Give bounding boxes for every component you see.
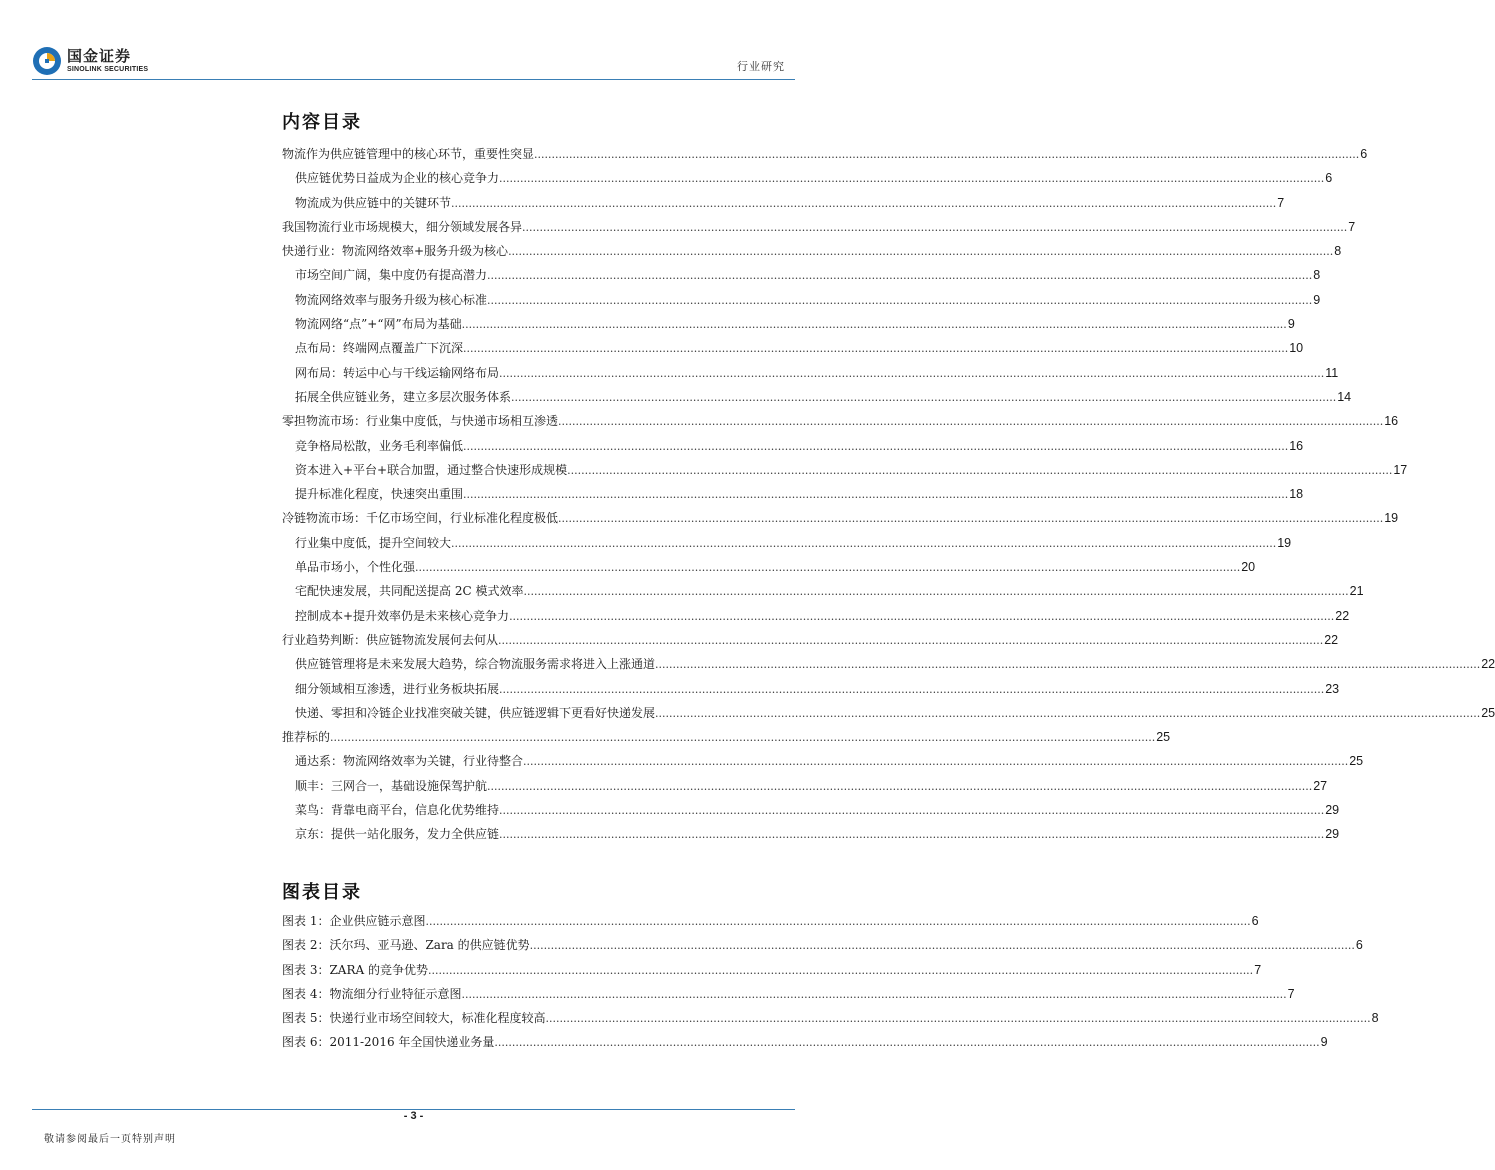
dot-leader — [509, 604, 1334, 628]
toc-entry-page: 8 — [1313, 268, 1321, 283]
toc-entry-title: 供应链管理将是未来发展大趋势，综合物流服务需求将进入上涨通道 — [295, 657, 656, 672]
dot-leader — [463, 336, 1288, 360]
toc-entry[interactable] — [282, 725, 1171, 749]
dot-leader — [415, 555, 1240, 579]
figure-entry-page: 8 — [1371, 1011, 1379, 1026]
figure-entry[interactable] — [282, 909, 1259, 933]
toc-entry-page: 27 — [1313, 778, 1328, 793]
toc-entry-page: 19 — [1277, 535, 1292, 550]
toc-entry-page: 16 — [1384, 414, 1399, 429]
dot-leader — [463, 434, 1288, 458]
dot-leader — [655, 701, 1480, 725]
page-number: - 3 - — [403, 1110, 424, 1122]
toc-entry-page: 8 — [1334, 244, 1342, 259]
toc-entry[interactable] — [282, 579, 1364, 603]
toc-entry-page: 25 — [1349, 754, 1364, 769]
toc-entry[interactable] — [282, 385, 1352, 409]
logo-icon — [32, 46, 62, 76]
toc-entry[interactable] — [282, 288, 1321, 312]
dot-leader — [655, 652, 1480, 676]
toc-entry-page: 20 — [1241, 560, 1256, 575]
dot-leader — [451, 531, 1276, 555]
toc-entry-title: 顺丰：三网合一，基础设施保驾护航 — [295, 778, 488, 793]
company-name-cn: 国金证券 — [67, 47, 132, 65]
toc-entry-page: 29 — [1325, 827, 1340, 842]
figure-entry-title: 图表 5：快递行业市场空间较大，标准化程度较高 — [282, 1011, 546, 1026]
toc-entry-title: 物流网络效率与服务升级为核心标准 — [295, 292, 488, 307]
toc-entry[interactable] — [282, 749, 1364, 773]
figure-entry[interactable] — [282, 982, 1295, 1006]
toc-entry-page: 22 — [1335, 608, 1350, 623]
toc-entry-title: 物流网络“点”+“网”布局为基础 — [295, 317, 462, 332]
toc-entry-title: 拓展全供应链业务，建立多层次服务体系 — [295, 389, 512, 404]
toc-entry-title: 通达系：物流网络效率为关键，行业待整合 — [295, 754, 524, 769]
dot-leader — [499, 361, 1324, 385]
report-category: 行业研究 — [737, 60, 785, 73]
dot-leader — [545, 1006, 1370, 1030]
dot-leader — [499, 166, 1324, 190]
header-divider — [32, 79, 795, 80]
dot-leader — [498, 628, 1323, 652]
toc-entry[interactable] — [282, 191, 1285, 215]
toc-entry[interactable] — [282, 677, 1340, 701]
dot-leader — [428, 958, 1253, 982]
figure-entry-page: 6 — [1251, 914, 1259, 928]
dot-leader — [451, 191, 1276, 215]
figure-entry[interactable] — [282, 1006, 1379, 1030]
dot-leader — [499, 677, 1324, 701]
toc-entry-title: 快递、零担和冷链企业找准突破关键，供应链逻辑下更看好快递发展 — [295, 705, 656, 720]
toc-entry[interactable] — [282, 336, 1304, 360]
toc-entry[interactable] — [282, 166, 1333, 190]
toc-entry-title: 供应链优势日益成为企业的核心竞争力 — [295, 171, 500, 186]
toc-entry[interactable] — [282, 531, 1292, 555]
dot-leader — [530, 933, 1355, 957]
figure-entry-page: 9 — [1320, 1035, 1328, 1050]
toc-entry[interactable] — [282, 142, 1368, 166]
dot-leader — [499, 798, 1324, 822]
dot-leader — [425, 909, 1250, 933]
toc-entry-page: 9 — [1287, 317, 1295, 332]
figure-list-title: 图表目录 — [282, 882, 362, 903]
toc-entry-title: 细分领域相互渗透，进行业务板块拓展 — [295, 681, 500, 696]
disclaimer: 敬请参阅最后一页特别声明 — [44, 1134, 176, 1145]
toc-entry-page: 7 — [1348, 219, 1356, 234]
toc-entry-title: 物流成为供应链中的关键环节 — [295, 195, 452, 210]
toc-list — [282, 142, 1495, 847]
toc-entry[interactable] — [282, 822, 1340, 846]
toc-entry-title: 宅配快速发展，共同配送提高 2C 模式效率 — [295, 584, 524, 599]
figure-entry[interactable] — [282, 958, 1262, 982]
figure-entry-title: 图表 2：沃尔玛、亚马逊、Zara 的供应链优势 — [282, 938, 530, 953]
dot-leader — [487, 774, 1312, 798]
toc-entry[interactable] — [282, 312, 1295, 336]
dot-leader — [534, 142, 1359, 166]
toc-entry-title: 推荐标的 — [282, 730, 331, 745]
dot-leader — [487, 263, 1312, 287]
dot-leader — [567, 458, 1392, 482]
dot-leader — [462, 312, 1287, 336]
toc-entry-page: 18 — [1289, 487, 1304, 502]
toc-entry-page: 23 — [1325, 681, 1340, 696]
dot-leader — [463, 482, 1288, 506]
dot-leader — [499, 822, 1324, 846]
toc-entry-title: 市场空间广阔，集中度仍有提高潜力 — [295, 268, 488, 283]
figure-entry-page: 7 — [1287, 986, 1295, 1001]
figure-entry-title: 图表 4：物流细分行业特征示意图 — [282, 986, 462, 1001]
toc-entry-title: 提升标准化程度，快速突出重围 — [295, 487, 464, 502]
toc-entry-page: 29 — [1325, 803, 1340, 818]
toc-entry[interactable] — [282, 434, 1304, 458]
toc-entry[interactable] — [282, 458, 1408, 482]
toc-title: 内容目录 — [282, 112, 362, 133]
figure-entry-title: 图表 1：企业供应链示意图 — [282, 914, 426, 928]
toc-entry-title: 网布局：转运中心与干线运输网络布局 — [295, 365, 500, 380]
toc-entry[interactable] — [282, 409, 1399, 433]
toc-entry-page: 9 — [1313, 292, 1321, 307]
toc-entry[interactable] — [282, 652, 1495, 676]
toc-entry[interactable] — [282, 215, 1356, 239]
toc-entry-title: 京东：提供一站化服务，发力全供应链 — [295, 827, 500, 842]
toc-entry-title: 点布局：终端网点覆盖广下沉深 — [295, 341, 464, 356]
toc-entry[interactable] — [282, 482, 1304, 506]
toc-entry[interactable] — [282, 555, 1256, 579]
dot-leader — [494, 1030, 1319, 1054]
toc-entry[interactable] — [282, 774, 1328, 798]
toc-entry-page: 14 — [1337, 389, 1352, 404]
company-name-en: SINOLINK SECURITIES — [67, 66, 149, 73]
toc-entry-page: 6 — [1325, 171, 1333, 186]
toc-entry-page: 25 — [1156, 730, 1171, 745]
figure-entry[interactable] — [282, 933, 1363, 957]
figure-list — [282, 909, 1379, 1055]
figure-entry-page: 7 — [1254, 962, 1262, 977]
toc-entry[interactable] — [282, 604, 1350, 628]
dot-leader — [558, 409, 1383, 433]
company-logo — [32, 46, 148, 76]
toc-entry[interactable] — [282, 239, 1342, 263]
dot-leader — [511, 385, 1336, 409]
toc-entry[interactable] — [282, 701, 1495, 725]
toc-entry-title: 物流作为供应链管理中的核心环节，重要性突显 — [282, 147, 535, 161]
toc-entry[interactable] — [282, 506, 1399, 530]
toc-entry[interactable] — [282, 361, 1339, 385]
toc-entry-page: 6 — [1360, 147, 1368, 161]
toc-entry[interactable] — [282, 798, 1340, 822]
toc-entry[interactable] — [282, 628, 1339, 652]
toc-entry-title: 竞争格局松散，业务毛利率偏低 — [295, 438, 464, 453]
figure-entry-page: 6 — [1355, 938, 1363, 953]
toc-entry-page: 22 — [1481, 657, 1495, 672]
toc-entry-title: 资本进入+平台+联合加盟，通过整合快速形成规模 — [295, 462, 568, 477]
toc-entry-page: 10 — [1289, 341, 1304, 356]
toc-entry-title: 行业集中度低，提升空间较大 — [295, 535, 452, 550]
toc-entry-title: 零担物流市场：行业集中度低，与快递市场相互渗透 — [282, 414, 559, 429]
dot-leader — [508, 239, 1333, 263]
toc-entry-page: 16 — [1289, 438, 1304, 453]
toc-entry-page: 22 — [1324, 632, 1339, 647]
toc-entry-page: 11 — [1325, 365, 1339, 380]
toc-entry[interactable] — [282, 263, 1321, 287]
toc-entry-title: 冷链物流市场：千亿市场空间，行业标准化程度极低 — [282, 511, 559, 526]
dot-leader — [522, 215, 1347, 239]
toc-entry-title: 快递行业：物流网络效率+服务升级为核心 — [282, 244, 509, 259]
toc-entry-title: 我国物流行业市场规模大，细分领域发展各异 — [282, 219, 523, 234]
dot-leader — [558, 506, 1383, 530]
dot-leader — [487, 288, 1312, 312]
figure-entry-title: 图表 6：2011-2016 年全国快递业务量 — [282, 1035, 495, 1050]
toc-entry-title: 菜鸟：背靠电商平台，信息化优势维持 — [295, 803, 500, 818]
toc-entry-title: 单品市场小，个性化强 — [295, 560, 416, 575]
figure-entry[interactable] — [282, 1030, 1328, 1054]
dot-leader — [523, 749, 1348, 773]
dot-leader — [523, 579, 1348, 603]
toc-entry-page: 19 — [1384, 511, 1399, 526]
dot-leader — [330, 725, 1155, 749]
toc-entry-title: 控制成本+提升效率仍是未来核心竞争力 — [295, 608, 510, 623]
toc-entry-page: 17 — [1393, 462, 1408, 477]
toc-entry-page: 25 — [1481, 705, 1495, 720]
toc-entry-page: 7 — [1277, 195, 1285, 210]
figure-entry-title: 图表 3：ZARA 的竞争优势 — [282, 962, 428, 977]
dot-leader — [461, 982, 1286, 1006]
toc-entry-title: 行业趋势判断：供应链物流发展何去何从 — [282, 632, 499, 647]
toc-entry-page: 21 — [1349, 584, 1364, 599]
